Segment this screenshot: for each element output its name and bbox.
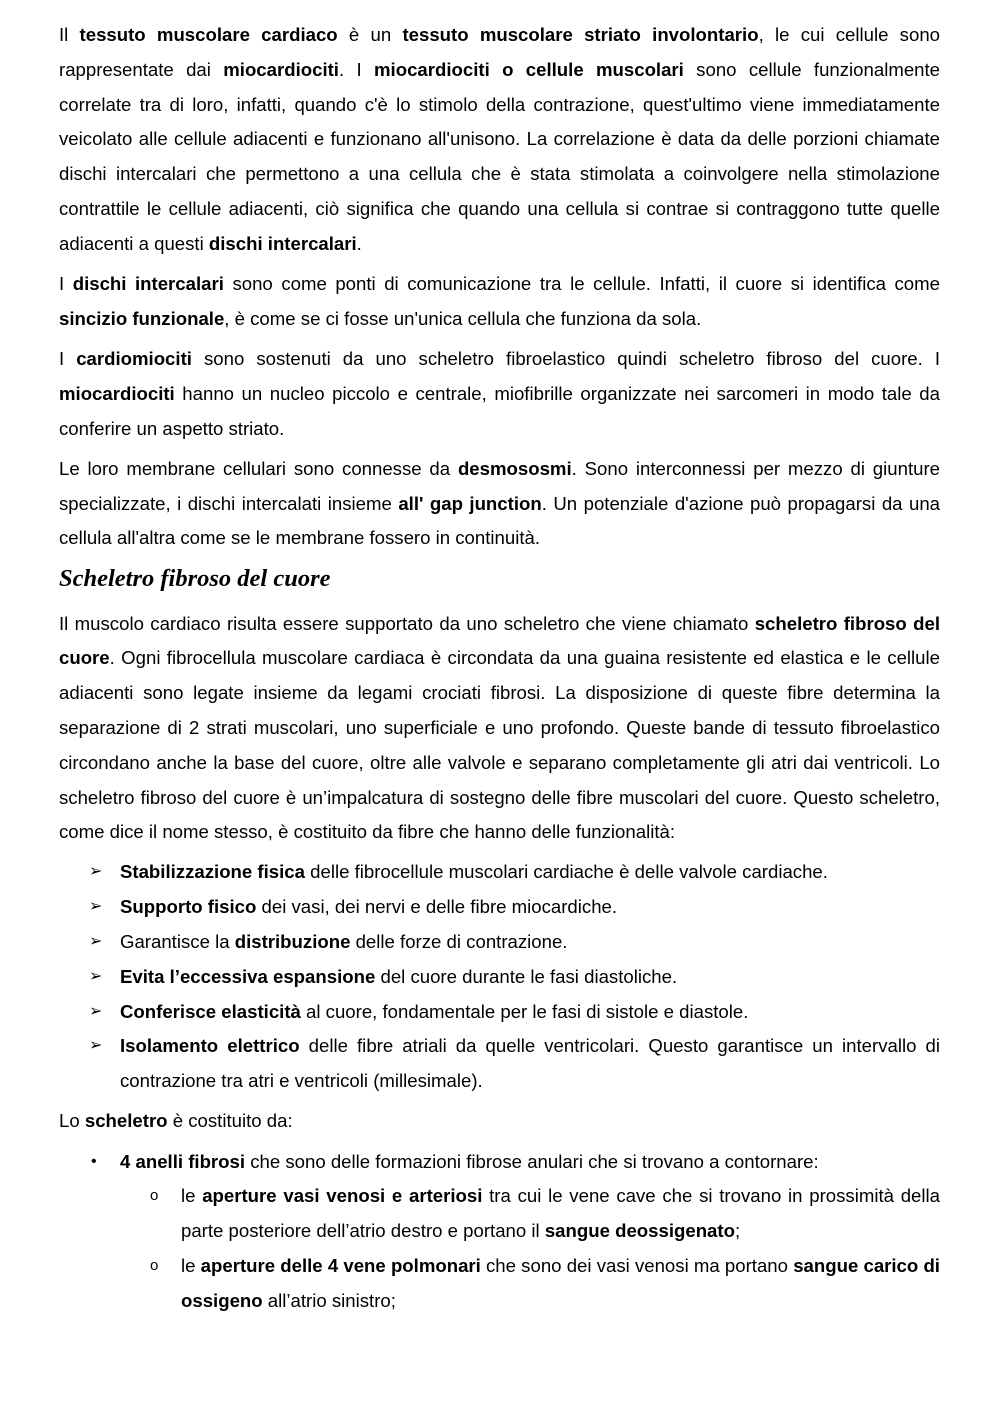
- text-run: delle fibre atriali da quelle ventricolari. Questo garantisce un intervallo di contrazione tra atri e ventricoli (millesimale).: [120, 1035, 941, 1092]
- document-page: [59, 18, 940, 1319]
- arrow-bullet-icon: ➢: [89, 1037, 103, 1055]
- list-item: [59, 855, 940, 890]
- circle-bullet-icon: o: [150, 1257, 159, 1275]
- list-item: [59, 890, 940, 925]
- text-run: del cuore durante le fasi diastoliche.: [375, 965, 678, 987]
- bold-term: Isolamento elettrico: [120, 1035, 300, 1057]
- bold-term: miocardiociti o cellule muscolari: [374, 58, 684, 80]
- text-run: Lo: [59, 1110, 85, 1132]
- bold-term: cardiomiociti: [76, 347, 192, 369]
- text-run: dei vasi, dei nervi e delle fibre miocardiche.: [256, 896, 618, 918]
- section-heading: Scheletro fibroso del cuore: [59, 564, 331, 592]
- sub-list: [120, 1179, 940, 1318]
- bold-term: sangue carico di ossigeno: [181, 1255, 940, 1311]
- text-run: delle forze di contrazione.: [350, 931, 568, 953]
- section-paragraph: [59, 607, 940, 851]
- text-run: hanno un nucleo piccolo e centrale, miofibrille organizzate nei sarcomeri in modo tale da conferire un aspetto striato.: [59, 382, 940, 439]
- bold-term: dischi intercalari: [72, 272, 224, 294]
- bold-term: aperture delle 4 vene polmonari: [200, 1255, 481, 1277]
- bold-term: all' gap junction: [398, 492, 542, 514]
- bold-term: Conferisce elasticità: [120, 1000, 301, 1022]
- circle-bullet-icon: o: [150, 1187, 159, 1205]
- text-run: all’atrio sinistro;: [262, 1289, 396, 1311]
- composition-list: [59, 1145, 940, 1319]
- text-run: Il muscolo cardiaco risulta essere supportato da uno scheletro che viene chiamato: [59, 612, 755, 634]
- bold-term: 4 anelli fibrosi: [120, 1150, 246, 1172]
- text-run: al cuore, fondamentale per le fasi di sistole e diastole.: [300, 1000, 749, 1022]
- composition-intro: [59, 1104, 940, 1139]
- bold-term: Evita l’eccessiva espansione: [120, 965, 376, 987]
- text-run: . Ogni fibrocellula muscolare cardiaca è circondata da una guaina resistente ed elastica e le cellule adiacenti sono legate insieme da legami crociati fibrosi. La disposizione di queste fibre determina la separazione di 2 strati muscolari, uno superficiale e uno profondo. Queste bande di tessuto fibroelastico circondano anche la base del cuore, oltre alle valvole e separano completamente gli atri dai ventricoli. Lo scheletro fibroso del cuore è un’impalcatura di sostegno delle fibre muscolari del cuore. Questo scheletro, come dice il nome stesso, è costituito da fibre che hanno delle funzionalità:: [59, 647, 940, 843]
- text-run: Garantisce la: [120, 931, 235, 953]
- bold-term: desmososmi: [457, 457, 572, 479]
- paragraph: [59, 18, 940, 262]
- text-run: I: [59, 272, 73, 294]
- bold-term: tessuto muscolare striato involontario: [402, 24, 759, 45]
- paragraph: [59, 452, 940, 556]
- text-run: Il: [59, 24, 80, 45]
- text-run: I: [59, 347, 77, 369]
- text-run: sono come ponti di comunicazione tra le cellule. Infatti, il cuore si identifica come: [223, 272, 940, 294]
- list-item: [59, 1029, 940, 1099]
- bold-term: Stabilizzazione fisica: [120, 861, 305, 883]
- bold-term: scheletro: [84, 1110, 168, 1132]
- text-run: sono cellule funzionalmente correlate tra di loro, infatti, quando c'è lo stimolo della contrazione, quest'ultimo viene immediatamente veicolato alle cellule adiacenti e funzionano all'unisono. La correlazione è data da delle porzioni chiamate dischi intercalari che permettono a una cellula che è stata stimolata a coinvolgere nella stimolazione contrattile le cellule adiacenti, ciò significa che quando una cellula si contrae si contraggono tutte quelle adiacenti a questi: [59, 58, 941, 254]
- bold-term: sincizio funzionale: [59, 307, 225, 329]
- arrow-bullet-icon: ➢: [89, 898, 103, 916]
- text-run: è costituito da:: [167, 1110, 293, 1132]
- paragraph: [59, 342, 940, 446]
- sub-list-item: [59, 1249, 940, 1319]
- functions-list: [59, 855, 940, 1099]
- text-run: tra cui le vene cave che si trovano in prossimità della parte posteriore dell’atrio destro e portano il: [181, 1185, 940, 1242]
- text-run: le: [181, 1255, 201, 1277]
- bold-term: distribuzione: [234, 931, 351, 953]
- bold-term: sangue deossigenato: [544, 1220, 735, 1242]
- bold-term: miocardiociti: [59, 382, 175, 404]
- arrow-bullet-icon: ➢: [89, 933, 103, 951]
- arrow-bullet-icon: ➢: [89, 1002, 103, 1020]
- text-run: Le loro membrane cellulari sono connesse da: [59, 457, 458, 479]
- text-run: . Sono interconnessi per mezzo di giunture specializzate, i dischi intercalati insieme: [59, 457, 941, 514]
- bold-term: miocardiociti: [223, 58, 339, 80]
- text-run: , le cui cellule sono rappresentate dai: [59, 24, 940, 80]
- text-run: le: [181, 1185, 203, 1207]
- text-run: . Un potenziale d'azione può propagarsi da una cellula all'altra come se le membrane fossero in continuità.: [59, 492, 941, 549]
- sub-list-item: [59, 1179, 940, 1249]
- bold-term: tessuto muscolare cardiaco: [79, 24, 338, 45]
- list-item: [59, 1145, 940, 1319]
- text-run: che sono dei vasi venosi ma portano: [480, 1255, 794, 1277]
- arrow-bullet-icon: ➢: [89, 863, 103, 881]
- text-run: . I: [338, 58, 375, 80]
- text-run: è un: [337, 24, 403, 45]
- bold-term: aperture vasi venosi e arteriosi: [202, 1185, 483, 1207]
- text-run: .: [356, 232, 362, 254]
- intro-section: [59, 18, 940, 556]
- bold-term: scheletro fibroso del cuore: [59, 612, 940, 669]
- list-item: [59, 995, 940, 1030]
- text-run: sono sostenuti da uno scheletro fibroelastico quindi scheletro fibroso del cuore. I: [191, 347, 940, 369]
- bold-term: Supporto fisico: [120, 896, 257, 918]
- text-run: ;: [734, 1220, 741, 1242]
- arrow-bullet-icon: ➢: [89, 967, 103, 985]
- text-run: delle fibrocellule muscolari cardiache è delle valvole cardiache.: [304, 861, 828, 883]
- list-item: [59, 960, 940, 995]
- text-run: che sono delle formazioni fibrose anulari che si trovano a contornare:: [245, 1150, 819, 1172]
- paragraph: [59, 267, 940, 337]
- text-run: , è come se ci fosse un'unica cellula che funziona da sola.: [224, 307, 702, 329]
- list-item: [59, 925, 940, 960]
- bold-term: dischi intercalari: [208, 232, 357, 254]
- bullet-icon: •: [91, 1152, 97, 1170]
